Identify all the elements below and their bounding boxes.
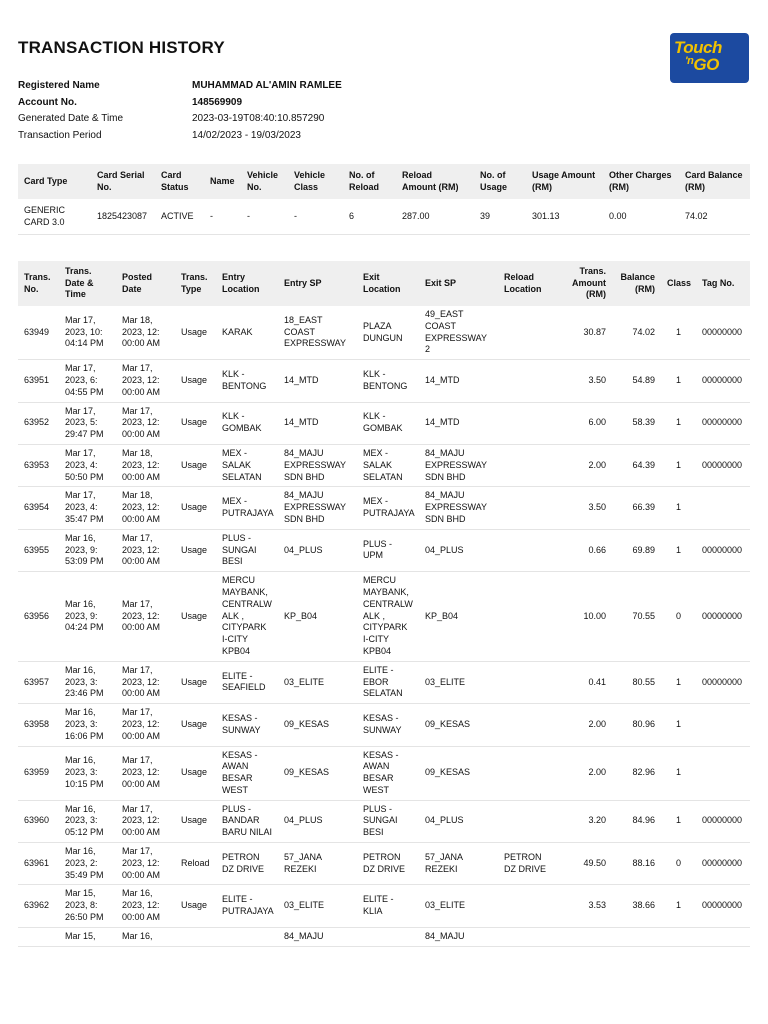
transaction-cell: Usage	[175, 746, 216, 800]
transaction-cell: KLK - BENTONG	[357, 360, 419, 402]
transaction-cell: 80.96	[612, 704, 661, 746]
table-row	[18, 306, 750, 360]
table-row	[18, 927, 750, 946]
transaction-cell: KLK - GOMBAK	[357, 402, 419, 444]
transaction-cell: 03_ELITE	[278, 661, 357, 703]
transaction-cell: Usage	[175, 360, 216, 402]
transaction-cell: 04_PLUS	[278, 529, 357, 571]
transaction-cell: 09_KESAS	[278, 704, 357, 746]
transaction-cell: Mar 17, 2023, 12: 00:00 AM	[116, 704, 175, 746]
transaction-column-header: Trans. No.	[18, 261, 59, 306]
transaction-cell	[498, 402, 558, 444]
transaction-cell: 57_JANA REZEKI	[419, 843, 498, 885]
transaction-cell	[498, 800, 558, 842]
transaction-cell: 14_MTD	[278, 402, 357, 444]
card-column-header: Vehicle No.	[241, 164, 288, 199]
transaction-cell	[498, 885, 558, 927]
transaction-cell: MEX - PUTRAJAYA	[216, 487, 278, 529]
transaction-cell: PLUS - UPM	[357, 529, 419, 571]
table-row	[18, 704, 750, 746]
transaction-cell: 04_PLUS	[278, 800, 357, 842]
transaction-cell: 3.50	[558, 360, 612, 402]
card-column-header: Vehicle Class	[288, 164, 343, 199]
transaction-cell: 63957	[18, 661, 59, 703]
transaction-cell: 84_MAJU	[419, 927, 498, 946]
table-row	[18, 800, 750, 842]
transaction-cell: Usage	[175, 800, 216, 842]
transaction-cell: 63953	[18, 444, 59, 486]
transaction-cell: PETRON DZ DRIVE	[357, 843, 419, 885]
transaction-cell: 2.00	[558, 746, 612, 800]
transaction-cell	[357, 927, 419, 946]
transaction-cell: Mar 16, 2023, 3: 10:15 PM	[59, 746, 116, 800]
card-cell: -	[204, 199, 241, 235]
transaction-cell: 00000000	[696, 661, 750, 703]
transaction-column-header: Exit Location	[357, 261, 419, 306]
info-value: 148569909	[192, 96, 243, 108]
transaction-cell: Reload	[175, 843, 216, 885]
transaction-cell: 63958	[18, 704, 59, 746]
transaction-cell: Mar 18, 2023, 12: 00:00 AM	[116, 487, 175, 529]
transaction-cell: 49.50	[558, 843, 612, 885]
transaction-cell: PLUS - SUNGAI BESI	[357, 800, 419, 842]
transaction-cell: Mar 17, 2023, 12: 00:00 AM	[116, 746, 175, 800]
transaction-cell	[696, 487, 750, 529]
transaction-cell: 00000000	[696, 444, 750, 486]
transaction-cell: 84_MAJU EXPRESSWAY SDN BHD	[419, 444, 498, 486]
table-row	[18, 402, 750, 444]
transaction-cell: 1	[661, 444, 696, 486]
transaction-cell: Mar 17, 2023, 12: 00:00 AM	[116, 572, 175, 662]
transaction-cell	[696, 704, 750, 746]
transaction-cell: 88.16	[612, 843, 661, 885]
transaction-cell: Mar 17, 2023, 4: 50:50 PM	[59, 444, 116, 486]
transaction-cell: KESAS - SUNWAY	[357, 704, 419, 746]
card-column-header: No. of Usage	[474, 164, 526, 199]
transaction-cell: MERCU MAYBANK, CENTRALW ALK , CITYPARK I-CITY KPB04	[216, 572, 278, 662]
transaction-cell: Mar 18, 2023, 12: 00:00 AM	[116, 444, 175, 486]
transaction-cell: 14_MTD	[278, 360, 357, 402]
transaction-cell: 03_ELITE	[419, 661, 498, 703]
table-row	[18, 360, 750, 402]
transaction-cell	[498, 927, 558, 946]
transaction-cell: 74.02	[612, 306, 661, 360]
transaction-cell: 04_PLUS	[419, 529, 498, 571]
transaction-cell: 00000000	[696, 529, 750, 571]
transaction-cell: Mar 16, 2023, 9: 53:09 PM	[59, 529, 116, 571]
transaction-cell: Mar 17, 2023, 12: 00:00 AM	[116, 843, 175, 885]
transaction-cell: 66.39	[612, 487, 661, 529]
transaction-cell: PETRON DZ DRIVE	[216, 843, 278, 885]
transaction-cell	[696, 927, 750, 946]
card-cell: ACTIVE	[155, 199, 204, 235]
transaction-cell: Usage	[175, 402, 216, 444]
transaction-cell: Mar 16, 2023, 3: 16:06 PM	[59, 704, 116, 746]
transaction-cell: 38.66	[612, 885, 661, 927]
transaction-cell: Mar 17, 2023, 12: 00:00 AM	[116, 661, 175, 703]
transaction-cell: 58.39	[612, 402, 661, 444]
logo-text-touch: Touch	[674, 38, 722, 57]
transaction-cell: KLK - GOMBAK	[216, 402, 278, 444]
transaction-cell	[612, 927, 661, 946]
transaction-cell: 1	[661, 402, 696, 444]
transaction-cell: 1	[661, 746, 696, 800]
transaction-cell: Mar 16, 2023, 3: 23:46 PM	[59, 661, 116, 703]
transaction-cell: 10.00	[558, 572, 612, 662]
transaction-cell: 0.66	[558, 529, 612, 571]
transaction-column-header: Entry SP	[278, 261, 357, 306]
transaction-cell: Mar 18, 2023, 12: 00:00 AM	[116, 306, 175, 360]
transaction-cell: 84_MAJU	[278, 927, 357, 946]
transaction-cell: 00000000	[696, 402, 750, 444]
info-value: 2023-03-19T08:40:10.857290	[192, 113, 325, 124]
transaction-column-header: Balance (RM)	[612, 261, 661, 306]
table-row	[18, 885, 750, 927]
transaction-cell: Mar 17, 2023, 4: 35:47 PM	[59, 487, 116, 529]
card-table-row	[18, 199, 750, 235]
transaction-cell: Mar 17, 2023, 12: 00:00 AM	[116, 529, 175, 571]
transaction-cell: 70.55	[612, 572, 661, 662]
transaction-cell: 69.89	[612, 529, 661, 571]
transaction-cell: Mar 15,	[59, 927, 116, 946]
transaction-cell: Usage	[175, 487, 216, 529]
transaction-cell: 64.39	[612, 444, 661, 486]
transaction-cell	[558, 927, 612, 946]
transaction-cell: 63956	[18, 572, 59, 662]
transaction-cell: 63949	[18, 306, 59, 360]
transaction-cell	[498, 746, 558, 800]
transaction-cell: MERCU MAYBANK, CENTRALW ALK , CITYPARK I-CITY KPB04	[357, 572, 419, 662]
transaction-cell: 1	[661, 661, 696, 703]
transaction-cell: 00000000	[696, 572, 750, 662]
transaction-cell: 14_MTD	[419, 360, 498, 402]
transaction-cell: 00000000	[696, 360, 750, 402]
card-column-header: Card Type	[18, 164, 91, 199]
info-label: Generated Date & Time	[18, 113, 124, 124]
transaction-cell	[498, 704, 558, 746]
transaction-cell: Mar 17, 2023, 6: 04:55 PM	[59, 360, 116, 402]
transaction-cell	[498, 444, 558, 486]
transaction-cell: 63955	[18, 529, 59, 571]
card-cell: -	[288, 199, 343, 235]
card-cell: 301.13	[526, 199, 603, 235]
card-column-header: Card Serial No.	[91, 164, 155, 199]
page-title: TRANSACTION HISTORY	[18, 38, 225, 57]
transaction-cell: 6.00	[558, 402, 612, 444]
transaction-cell: 00000000	[696, 885, 750, 927]
card-cell: 74.02	[679, 199, 750, 235]
transaction-cell: KESAS - SUNWAY	[216, 704, 278, 746]
transaction-cell: MEX - PUTRAJAYA	[357, 487, 419, 529]
transaction-cell: Usage	[175, 704, 216, 746]
transaction-column-header: Reload Location	[498, 261, 558, 306]
transaction-cell: Mar 17, 2023, 12: 00:00 AM	[116, 800, 175, 842]
transaction-column-header: Trans. Date & Time	[59, 261, 116, 306]
transaction-cell: 09_KESAS	[419, 704, 498, 746]
transaction-cell: Mar 16, 2023, 2: 35:49 PM	[59, 843, 116, 885]
transaction-cell: Mar 16, 2023, 3: 05:12 PM	[59, 800, 116, 842]
transaction-cell: PLUS - BANDAR BARU NILAI	[216, 800, 278, 842]
transaction-cell: Usage	[175, 572, 216, 662]
transaction-cell: 1	[661, 360, 696, 402]
transaction-cell: Mar 16, 2023, 9: 04:24 PM	[59, 572, 116, 662]
transaction-cell: Usage	[175, 444, 216, 486]
table-row	[18, 529, 750, 571]
transaction-cell: 63951	[18, 360, 59, 402]
transaction-cell: 84_MAJU EXPRESSWAY SDN BHD	[419, 487, 498, 529]
transaction-cell: 63954	[18, 487, 59, 529]
transaction-cell: 1	[661, 306, 696, 360]
card-column-header: Other Charges (RM)	[603, 164, 679, 199]
transaction-cell: PLUS - SUNGAI BESI	[216, 529, 278, 571]
transaction-cell: 57_JANA REZEKI	[278, 843, 357, 885]
transaction-cell: PLAZA DUNGUN	[357, 306, 419, 360]
transaction-column-header: Trans. Amount (RM)	[558, 261, 612, 306]
transaction-cell: Mar 17, 2023, 10: 04:14 PM	[59, 306, 116, 360]
transaction-cell: KESAS - AWAN BESAR WEST	[216, 746, 278, 800]
transaction-cell: KP_B04	[419, 572, 498, 662]
transaction-cell: KESAS - AWAN BESAR WEST	[357, 746, 419, 800]
transaction-cell	[498, 661, 558, 703]
transaction-cell: Usage	[175, 306, 216, 360]
transaction-cell: 00000000	[696, 843, 750, 885]
transaction-cell: 1	[661, 529, 696, 571]
table-row	[18, 661, 750, 703]
transaction-cell: 2.00	[558, 704, 612, 746]
transaction-cell: Mar 17, 2023, 5: 29:47 PM	[59, 402, 116, 444]
table-row	[18, 572, 750, 662]
transaction-cell: Mar 16, 2023, 12: 00:00 AM	[116, 885, 175, 927]
transaction-cell	[18, 927, 59, 946]
transaction-cell: 1	[661, 704, 696, 746]
transaction-cell: 84_MAJU EXPRESSWAY SDN BHD	[278, 444, 357, 486]
transaction-cell: Usage	[175, 661, 216, 703]
transaction-cell: 84.96	[612, 800, 661, 842]
card-column-header: Name	[204, 164, 241, 199]
transaction-cell: 0.41	[558, 661, 612, 703]
card-column-header: Card Status	[155, 164, 204, 199]
transaction-cell: Mar 16,	[116, 927, 175, 946]
transaction-cell: ELITE - PUTRAJAYA	[216, 885, 278, 927]
table-row	[18, 487, 750, 529]
transaction-column-header: Entry Location	[216, 261, 278, 306]
card-cell: 0.00	[603, 199, 679, 235]
card-cell: 39	[474, 199, 526, 235]
transaction-cell: 14_MTD	[419, 402, 498, 444]
card-column-header: Usage Amount (RM)	[526, 164, 603, 199]
transaction-table-header	[18, 261, 750, 306]
transaction-cell: 1	[661, 800, 696, 842]
info-value: 14/02/2023 - 19/03/2023	[192, 129, 301, 141]
transaction-cell: 80.55	[612, 661, 661, 703]
card-cell: 1825423087	[91, 199, 155, 235]
transaction-cell: 04_PLUS	[419, 800, 498, 842]
transaction-cell	[498, 529, 558, 571]
card-cell: 287.00	[396, 199, 474, 235]
card-column-header: Reload Amount (RM)	[396, 164, 474, 199]
info-label: Registered Name	[18, 80, 100, 91]
transaction-cell: 0	[661, 843, 696, 885]
transaction-cell: 3.50	[558, 487, 612, 529]
transaction-cell	[175, 927, 216, 946]
transaction-cell: 63962	[18, 885, 59, 927]
transaction-cell: 09_KESAS	[419, 746, 498, 800]
transaction-cell: 63952	[18, 402, 59, 444]
transaction-cell: 03_ELITE	[419, 885, 498, 927]
table-row	[18, 444, 750, 486]
transaction-cell: 09_KESAS	[278, 746, 357, 800]
transaction-cell: KLK - BENTONG	[216, 360, 278, 402]
transaction-cell: Usage	[175, 529, 216, 571]
card-cell: 6	[343, 199, 396, 235]
transaction-cell: 00000000	[696, 306, 750, 360]
transaction-cell: ELITE - SEAFIELD	[216, 661, 278, 703]
transaction-cell: 00000000	[696, 800, 750, 842]
transaction-column-header: Class	[661, 261, 696, 306]
transaction-table	[18, 261, 750, 947]
card-cell: -	[241, 199, 288, 235]
transaction-cell: Usage	[175, 885, 216, 927]
transaction-cell: 2.00	[558, 444, 612, 486]
transaction-cell: 63961	[18, 843, 59, 885]
transaction-cell: Mar 17, 2023, 12: 00:00 AM	[116, 360, 175, 402]
transaction-cell: MEX - SALAK SELATAN	[357, 444, 419, 486]
transaction-cell	[498, 572, 558, 662]
card-cell: GENERIC CARD 3.0	[18, 199, 91, 235]
card-column-header: Card Balance (RM)	[679, 164, 750, 199]
transaction-cell: 63960	[18, 800, 59, 842]
transaction-cell: KARAK	[216, 306, 278, 360]
transaction-cell	[498, 360, 558, 402]
transaction-cell	[696, 746, 750, 800]
transaction-cell: 84_MAJU EXPRESSWAY SDN BHD	[278, 487, 357, 529]
transaction-cell: 49_EAST COAST EXPRESSWAY 2	[419, 306, 498, 360]
transaction-cell: 30.87	[558, 306, 612, 360]
transaction-cell	[498, 306, 558, 360]
info-label: Account No.	[18, 96, 77, 108]
table-row	[18, 843, 750, 885]
transaction-cell	[216, 927, 278, 946]
transaction-cell: KP_B04	[278, 572, 357, 662]
transaction-cell: 1	[661, 487, 696, 529]
card-column-header: No. of Reload	[343, 164, 396, 199]
transaction-cell: Mar 15, 2023, 8: 26:50 PM	[59, 885, 116, 927]
transaction-cell: 0	[661, 572, 696, 662]
transaction-cell	[498, 487, 558, 529]
transaction-cell: 3.20	[558, 800, 612, 842]
transaction-cell: 03_ELITE	[278, 885, 357, 927]
transaction-cell: MEX - SALAK SELATAN	[216, 444, 278, 486]
card-table-header	[18, 164, 750, 199]
info-label: Transaction Period	[18, 129, 102, 141]
transaction-column-header: Exit SP	[419, 261, 498, 306]
transaction-cell: 82.96	[612, 746, 661, 800]
transaction-cell: 18_EAST COAST EXPRESSWAY	[278, 306, 357, 360]
info-value: MUHAMMAD AL'AMIN RAMLEE	[192, 80, 342, 91]
card-summary-table	[18, 164, 750, 235]
transaction-cell: 3.53	[558, 885, 612, 927]
transaction-column-header: Posted Date	[116, 261, 175, 306]
transaction-cell: 54.89	[612, 360, 661, 402]
transaction-cell: 1	[661, 885, 696, 927]
transaction-cell: ELITE - KLIA	[357, 885, 419, 927]
transaction-column-header: Tag No.	[696, 261, 750, 306]
transaction-cell: ELITE - EBOR SELATAN	[357, 661, 419, 703]
touch-n-go-logo	[670, 33, 749, 83]
transaction-cell: 63959	[18, 746, 59, 800]
transaction-column-header: Trans. Type	[175, 261, 216, 306]
logo-text-go: $^{'n}$GO	[685, 55, 719, 74]
transaction-cell: PETRON DZ DRIVE	[498, 843, 558, 885]
transaction-cell: Mar 17, 2023, 12: 00:00 AM	[116, 402, 175, 444]
table-row	[18, 746, 750, 800]
transaction-cell	[661, 927, 696, 946]
